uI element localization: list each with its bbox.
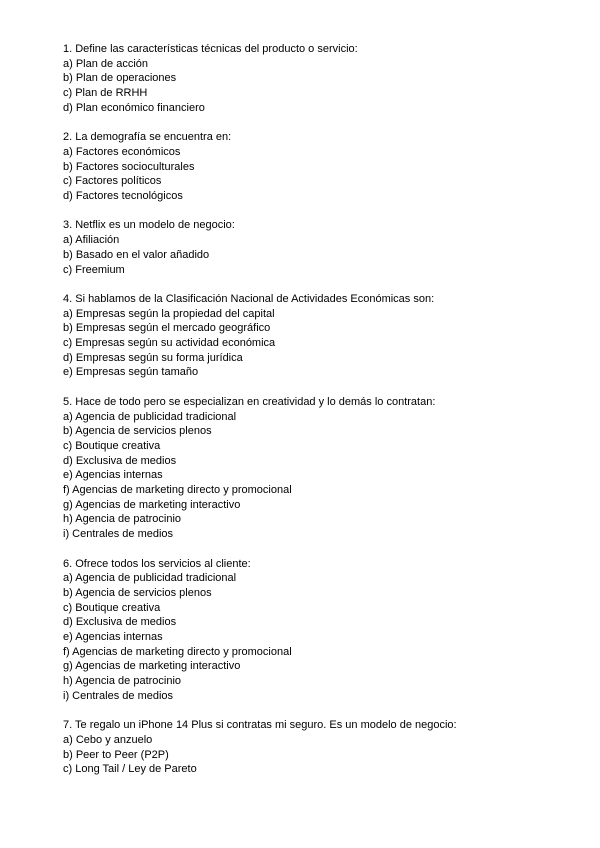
- question-2: [63, 130, 583, 204]
- answer-option: c) Boutique creativa: [63, 601, 161, 614]
- question-6: [63, 557, 583, 704]
- answer-option: a) Plan de acción: [63, 57, 148, 70]
- answer-option: d) Plan económico financiero: [63, 101, 205, 114]
- question-prompt: 3. Netflix es un modelo de negocio:: [63, 219, 235, 232]
- answer-option: d) Empresas según su forma jurídica: [63, 351, 243, 364]
- answer-option: f) Agencias de marketing directo y promocional: [63, 645, 292, 658]
- answer-option: c) Boutique creativa: [63, 439, 161, 452]
- question-1: [63, 42, 583, 116]
- answer-option: b) Factores socioculturales: [63, 160, 195, 173]
- answer-option: c) Plan de RRHH: [63, 87, 148, 100]
- answer-option: c) Long Tail / Ley de Pareto: [63, 763, 197, 776]
- answer-option: d) Exclusiva de medios: [63, 454, 177, 467]
- answer-option: b) Agencia de servicios plenos: [63, 425, 212, 438]
- answer-option: b) Basado en el valor añadido: [63, 248, 210, 261]
- answer-option: e) Empresas según tamaño: [63, 366, 199, 379]
- answer-option: a) Afiliación: [63, 234, 120, 247]
- answer-option: e) Agencias internas: [63, 469, 163, 482]
- answer-option: h) Agencia de patrocinio: [63, 513, 182, 526]
- question-4: [63, 292, 583, 380]
- answer-option: g) Agencias de marketing interactivo: [63, 498, 241, 511]
- answer-option: b) Peer to Peer (P2P): [63, 748, 169, 761]
- question-5: [63, 395, 583, 542]
- answer-option: a) Agencia de publicidad tradicional: [63, 410, 237, 423]
- question-prompt: 4. Si hablamos de la Clasificación Nacional de Actividades Económicas son:: [63, 292, 435, 305]
- answer-option: a) Cebo y anzuelo: [63, 733, 153, 746]
- question-prompt: 1. Define las características técnicas del producto o servicio:: [63, 43, 358, 55]
- answer-option: c) Freemium: [63, 263, 125, 276]
- question-prompt: 6. Ofrece todos los servicios al cliente:: [63, 557, 251, 570]
- answer-option: f) Agencias de marketing directo y promocional: [63, 484, 292, 497]
- answer-option: h) Agencia de patrocinio: [63, 675, 182, 688]
- question-prompt: 7. Te regalo un iPhone 14 Plus si contratas mi seguro. Es un modelo de negocio:: [63, 719, 457, 732]
- answer-option: b) Plan de operaciones: [63, 72, 177, 85]
- question-prompt: 5. Hace de todo pero se especializan en creatividad y lo demás lo contratan:: [63, 395, 436, 408]
- answer-option: a) Factores económicos: [63, 145, 181, 158]
- answer-option: g) Agencias de marketing interactivo: [63, 660, 241, 673]
- answer-option: c) Factores políticos: [63, 175, 162, 188]
- answer-option: a) Agencia de publicidad tradicional: [63, 572, 237, 585]
- answer-option: i) Centrales de medios: [63, 689, 174, 702]
- question-3: [63, 218, 583, 277]
- answer-option: b) Empresas según el mercado geográfico: [63, 322, 271, 335]
- answer-option: c) Empresas según su actividad económica: [63, 337, 276, 350]
- quiz-content: [63, 42, 583, 792]
- answer-option: b) Agencia de servicios plenos: [63, 586, 212, 599]
- answer-option: d) Exclusiva de medios: [63, 616, 177, 629]
- question-prompt: 2. La demografía se encuentra en:: [63, 131, 232, 144]
- answer-option: e) Agencias internas: [63, 631, 163, 644]
- answer-option: i) Centrales de medios: [63, 528, 174, 541]
- question-7: [63, 718, 583, 777]
- answer-option: a) Empresas según la propiedad del capital: [63, 307, 275, 320]
- answer-option: d) Factores tecnológicos: [63, 190, 183, 203]
